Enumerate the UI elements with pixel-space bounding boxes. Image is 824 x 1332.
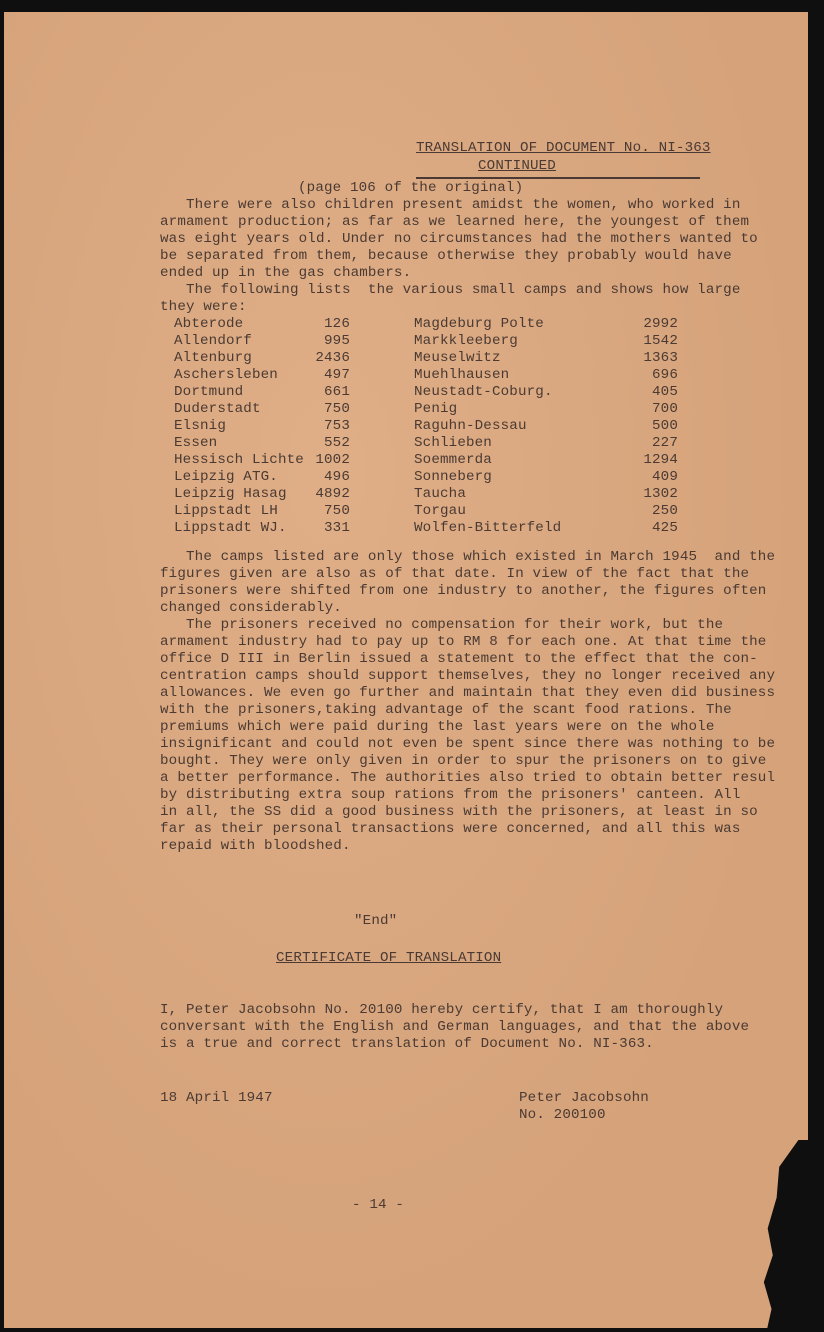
text-line: a better performance. The authorities also tried to obtain better resul bbox=[160, 770, 776, 786]
camp-name: Muehlhausen bbox=[414, 367, 510, 383]
camp-name: Duderstadt bbox=[174, 401, 261, 417]
camp-count: 696 bbox=[652, 367, 678, 383]
camp-count: 750 bbox=[324, 401, 350, 417]
text-line: insignificant and could not even be spent since there was nothing to be bbox=[160, 736, 776, 752]
body-paragraphs bbox=[160, 549, 775, 855]
text-line: The following lists the various small camps and shows how large bbox=[160, 282, 741, 298]
camp-name: Elsnig bbox=[174, 418, 226, 434]
text-line: changed considerably. bbox=[160, 600, 342, 616]
text-line: The camps listed are only those which existed in March 1945 and the bbox=[160, 549, 776, 565]
camp-count: 661 bbox=[324, 384, 350, 400]
document-title: TRANSLATION OF DOCUMENT No. NI-363 bbox=[416, 140, 711, 156]
text-line: repaid with bloodshed. bbox=[160, 838, 351, 854]
translator-name: Peter Jacobsohn bbox=[519, 1090, 649, 1106]
text-line: The prisoners received no compensation for their work, but the bbox=[160, 617, 724, 633]
camp-name: Markkleeberg bbox=[414, 333, 518, 349]
camp-name: Dortmund bbox=[174, 384, 244, 400]
camp-count: 497 bbox=[324, 367, 350, 383]
camp-count: 1294 bbox=[643, 452, 678, 468]
camp-count: 409 bbox=[652, 469, 678, 485]
text-line: I, Peter Jacobsohn No. 20100 hereby certify, that I am thoroughly bbox=[160, 1002, 724, 1018]
camp-name: Altenburg bbox=[174, 350, 252, 366]
end-mark: "End" bbox=[354, 913, 398, 929]
camp-count: 2436 bbox=[315, 350, 350, 366]
camp-name: Essen bbox=[174, 435, 218, 451]
camp-count: 405 bbox=[652, 384, 678, 400]
certificate-text bbox=[160, 1002, 749, 1053]
camp-count: 425 bbox=[652, 520, 678, 536]
camp-name: Hessisch Lichte bbox=[174, 452, 304, 468]
camp-count: 126 bbox=[324, 316, 350, 332]
text-line: conversant with the English and German languages, and that the above bbox=[160, 1019, 750, 1035]
camp-count: 1302 bbox=[643, 486, 678, 502]
camp-count: 995 bbox=[324, 333, 350, 349]
text-line: allowances. We even go further and maintain that they even did business bbox=[160, 685, 776, 701]
camp-name: Leipzig Hasag bbox=[174, 486, 287, 502]
page-reference: (page 106 of the original) bbox=[298, 180, 524, 196]
camp-name: Magdeburg Polte bbox=[414, 316, 544, 332]
page-number: - 14 - bbox=[352, 1197, 404, 1213]
text-line: is a true and correct translation of Document No. NI-363. bbox=[160, 1036, 654, 1052]
text-line: premiums which were paid during the last years were on the whole bbox=[160, 719, 715, 735]
certificate-date: 18 April 1947 bbox=[160, 1090, 273, 1106]
text-line: There were also children present amidst the women, who worked in bbox=[160, 197, 741, 213]
camp-name: Aschersleben bbox=[174, 367, 278, 383]
text-line: figures given are also as of that date. In view of the fact that the bbox=[160, 566, 750, 582]
camp-count: 1363 bbox=[643, 350, 678, 366]
camp-count: 552 bbox=[324, 435, 350, 451]
camp-count: 331 bbox=[324, 520, 350, 536]
camp-name: Torgau bbox=[414, 503, 466, 519]
camp-count: 750 bbox=[324, 503, 350, 519]
text-line: centration camps should support themselves, they no longer received any bbox=[160, 668, 776, 684]
camp-name: Lippstadt LH bbox=[174, 503, 278, 519]
camp-name: Penig bbox=[414, 401, 458, 417]
camp-name: Meuselwitz bbox=[414, 350, 501, 366]
text-line: armament production; as far as we learned here, the youngest of them bbox=[160, 214, 750, 230]
camp-name: Wolfen-Bitterfeld bbox=[414, 520, 562, 536]
text-line: with the prisoners,taking advantage of the scant food rations. The bbox=[160, 702, 732, 718]
camp-count: 753 bbox=[324, 418, 350, 434]
camp-count: 496 bbox=[324, 469, 350, 485]
camp-count: 500 bbox=[652, 418, 678, 434]
text-line: ended up in the gas chambers. bbox=[160, 265, 412, 281]
certificate-title: CERTIFICATE OF TRANSLATION bbox=[276, 950, 502, 966]
camp-name: Abterode bbox=[174, 316, 244, 332]
camp-count: 250 bbox=[652, 503, 678, 519]
camp-name: Lippstadt WJ. bbox=[174, 520, 287, 536]
text-line: prisoners were shifted from one industry to another, the figures often bbox=[160, 583, 767, 599]
text-line: armament industry had to pay up to RM 8 for each one. At that time the bbox=[160, 634, 767, 650]
document-continued: CONTINUED bbox=[478, 158, 556, 174]
camp-name: Taucha bbox=[414, 486, 466, 502]
text-line: they were: bbox=[160, 299, 247, 315]
camp-name: Schlieben bbox=[414, 435, 492, 451]
text-line: was eight years old. Under no circumstances had the mothers wanted to bbox=[160, 231, 758, 247]
translator-number: No. 200100 bbox=[519, 1107, 606, 1123]
camp-name: Sonneberg bbox=[414, 469, 492, 485]
camp-count: 2992 bbox=[643, 316, 678, 332]
text-line: in all, the SS did a good business with the prisoners, at least in so bbox=[160, 804, 758, 820]
camp-count: 4892 bbox=[315, 486, 350, 502]
text-line: be separated from them, because otherwise they probably would have bbox=[160, 248, 732, 264]
camp-count: 1542 bbox=[643, 333, 678, 349]
camp-name: Neustadt-Coburg. bbox=[414, 384, 553, 400]
title-rule bbox=[416, 177, 700, 179]
camp-name: Leipzig ATG. bbox=[174, 469, 278, 485]
camp-name: Allendorf bbox=[174, 333, 252, 349]
text-line: office D III in Berlin issued a statement to the effect that the con- bbox=[160, 651, 758, 667]
camp-count: 1002 bbox=[315, 452, 350, 468]
text-line: by distributing extra soup rations from the prisoners' canteen. All bbox=[160, 787, 741, 803]
text-line: far as their personal transactions were concerned, and all this was bbox=[160, 821, 741, 837]
camp-name: Raguhn-Dessau bbox=[414, 418, 527, 434]
camp-count: 227 bbox=[652, 435, 678, 451]
intro-paragraph bbox=[160, 197, 758, 316]
camp-count: 700 bbox=[652, 401, 678, 417]
camp-name: Soemmerda bbox=[414, 452, 492, 468]
text-line: bought. They were only given in order to spur the prisoners on to give bbox=[160, 753, 767, 769]
